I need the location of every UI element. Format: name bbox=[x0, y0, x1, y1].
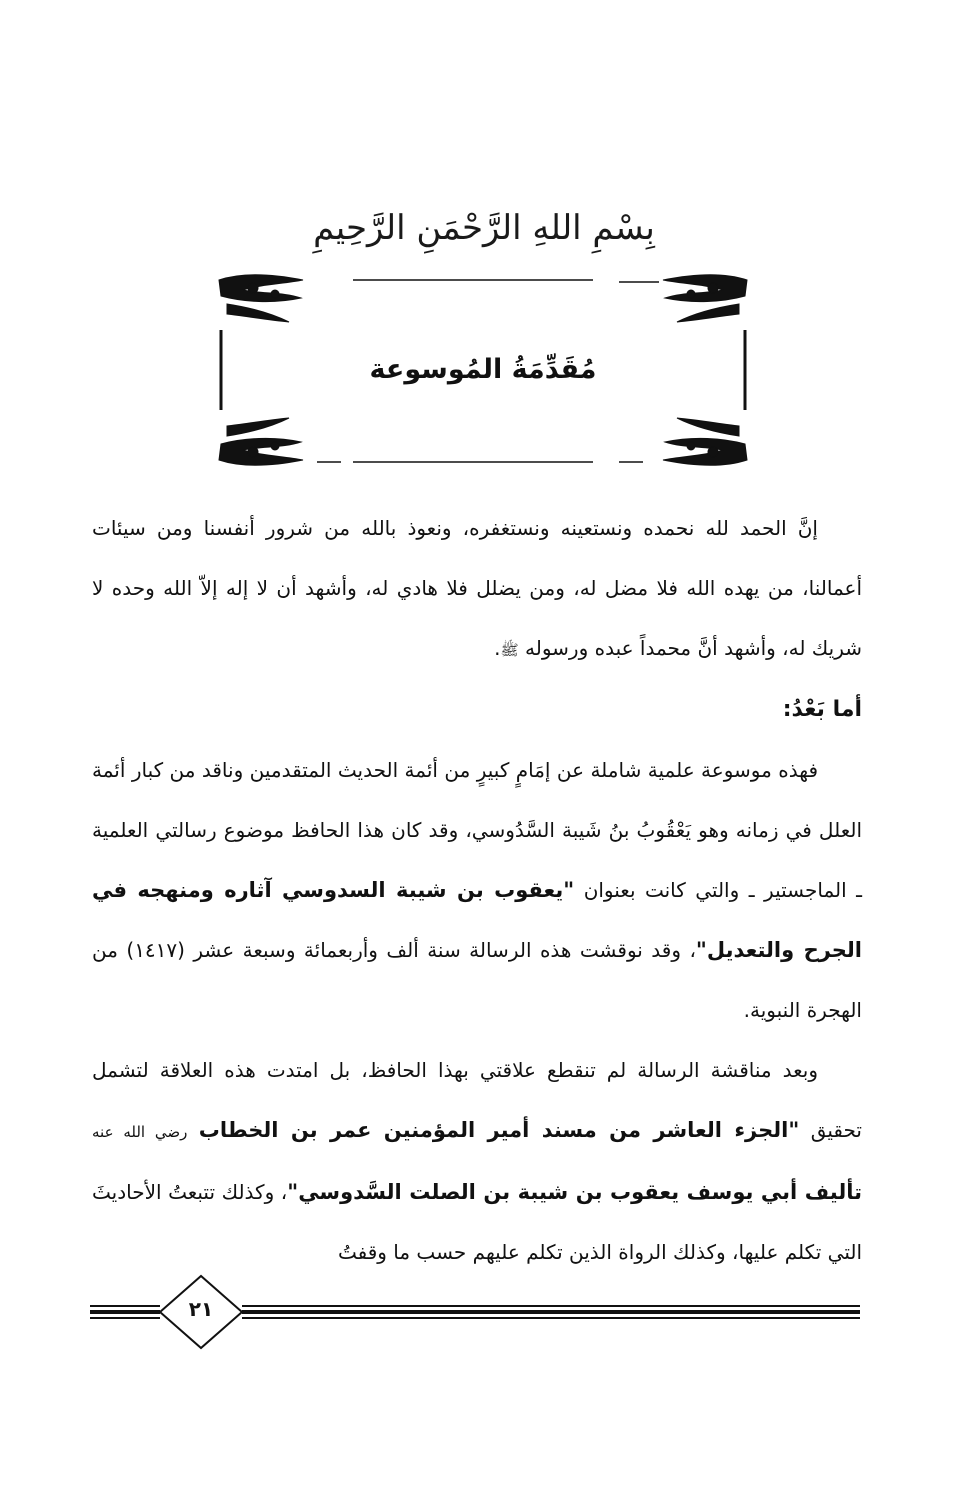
page-number: ٢١ bbox=[188, 1297, 214, 1321]
third-paragraph bbox=[92, 1040, 862, 1282]
opening-paragraph bbox=[92, 498, 862, 680]
body-text bbox=[92, 498, 862, 1282]
title-frame bbox=[213, 270, 753, 470]
section-title: مُقَدِّمَةُ المُوسوعة bbox=[369, 354, 597, 385]
second-paragraph bbox=[92, 740, 862, 1040]
radiya-symbol: رضي الله عنه bbox=[92, 1123, 188, 1141]
second-text-b: ، وقد نوقشت هذه الرسالة سنة ألف وأربعمائة وسبعة عشر (١٤١٧) من الهجرة النبوية. bbox=[92, 938, 862, 1022]
basmala-calligraphy: بِسْمِ اللهِ الرَّحْمَنِ الرَّحِيمِ bbox=[313, 208, 655, 248]
third-text-b: ، وكذلك تتبعتُ الأحاديثَ التي تكلم عليها، وكذلك الرواة الذين تكلم عليهم حسب ما وقفتُ bbox=[92, 1180, 862, 1264]
page-footer bbox=[90, 1268, 860, 1358]
book-title-part-1: "الجزء العاشر من مسند أمير المؤمنين عمر بن الخطاب bbox=[198, 1118, 800, 1142]
thesis-title: "يعقوب بن شيبة السدوسي آثاره ومنهجه في الجرح والتعديل" bbox=[92, 878, 862, 962]
second-text-a: فهذه موسوعة علمية شاملة عن إمَامٍ كبيرٍ من أئمة الحديث المتقدمين وناقد من كبار أئمة العلل في زمانه وهو يَعْقُوبُ بنُ شَيبة السَّدُوسي، وقد كان هذا الحافظ موضوع رسالتي العلمية ـ الماجستير ـ والتي كانت بعنوان bbox=[92, 758, 862, 902]
amma-bad-heading: أما بَعْدُ: bbox=[782, 697, 862, 722]
opening-end: . bbox=[494, 636, 501, 660]
opening-text: إنَّ الحمد لله نحمده ونستعينه ونستغفره، ونعوذ بالله من شرور أنفسنا ومن سيئات أعمالنا، من يهده الله فلا مضل له، ومن يضلل فلا هادي له، وأشهد أن لا إله إلاّ الله وحده لا شريك له، وأشهد أنَّ محمداً عبده ورسوله bbox=[92, 516, 862, 660]
book-title-part-2: تأليف أبي يوسف يعقوب بن شيبة بن الصلت السَّدوسي" bbox=[287, 1180, 862, 1204]
third-text-a: وبعد مناقشة الرسالة لم تنقطع علاقتي بهذا الحافظ، بل امتدت هذه العلاقة لتشمل تحقيق bbox=[92, 1058, 862, 1142]
salawat-symbol: ﷺ bbox=[500, 641, 519, 659]
